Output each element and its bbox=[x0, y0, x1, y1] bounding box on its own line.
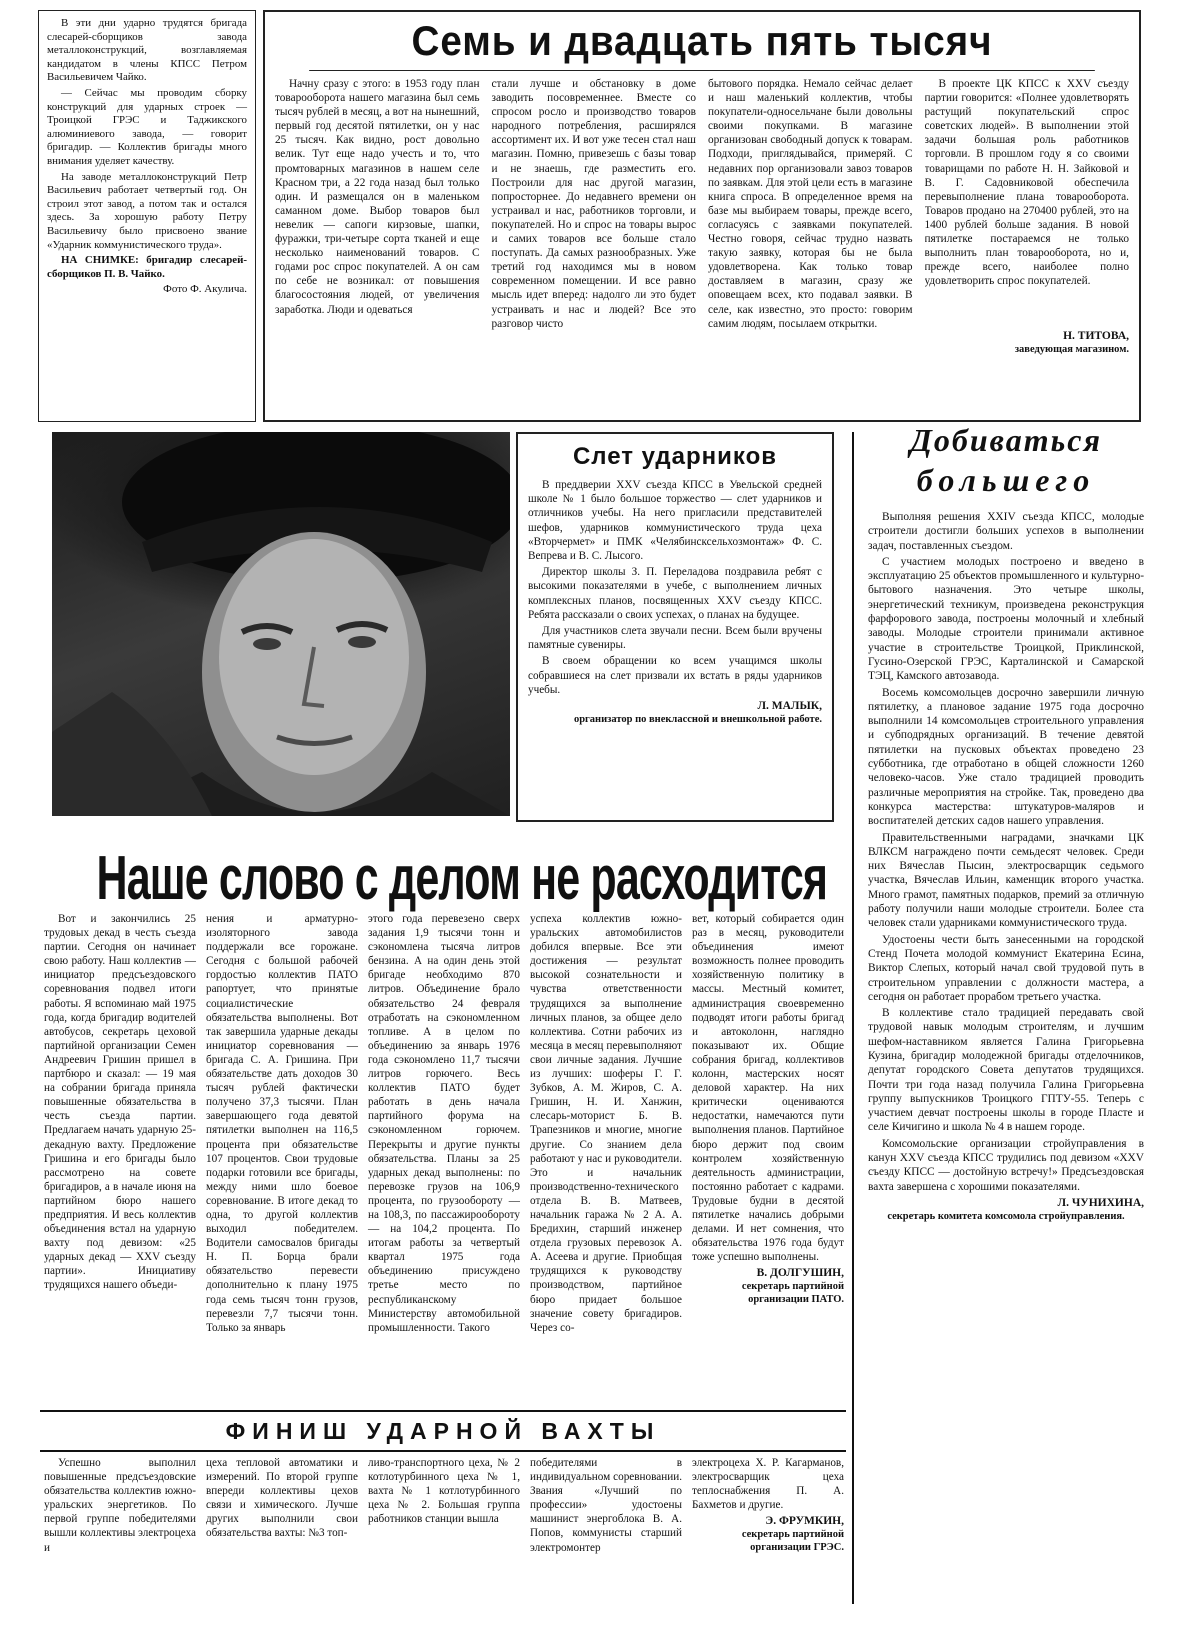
photo-caption-box bbox=[38, 10, 256, 422]
article-sem-text: Начну сразу с этого: в 1953 году план товарооборота нашего магазина был семь тысяч рублей в месяц, а вот на нынешний, первый год десятой пятилетки, он у нас 25 тысяч. Как видно, рост довольно велик. Тут еще надо учесть и то, что промтоварных магазинов в нашем селе Красном три, а 22 года назад был только один. И размещался он в маленьком саманном доме. Выбор товаров был невелик — сапоги кирзовые, шапки, фуражки, три-четыре сорта тканей и еще несколько наименований товаров. С годами рос спрос покупателей. А он сам по себе не возникал: от повышения благосостояния людей, от увеличения заработка. Люди и одеваться bbox=[275, 78, 480, 316]
article-dobivatsya-signature: Л. ЧУНИХИНА, bbox=[1057, 1196, 1144, 1209]
article-finish-signature: Э. ФРУМКИН, bbox=[765, 1515, 844, 1528]
article-slet-body bbox=[528, 478, 822, 697]
article-finish-text: цеха тепловой автоматики и измерений. По второй группе впереди коллективы цехов связи и химического. Лучше других выполнили свои обязательства вахты: №3 топ- bbox=[206, 1457, 358, 1540]
article-sem-signature-role: заведующая магазином. bbox=[1014, 344, 1129, 355]
article-finish-text: ливо-транспортного цеха, № 2 котлотурбинного цеха № 1, вахта № 1 котлотурбинного цеха № 2. Большая группа работников станции вышла bbox=[368, 1457, 520, 1526]
article-slet-box bbox=[516, 432, 834, 822]
article-finish-column bbox=[44, 1456, 196, 1632]
article-nashe-columns bbox=[44, 912, 844, 1404]
article-finish-text: электроцеха Х. Р. Кагарманов, электросварщик цеха теплоснабжения П. А. Бахметов и другие. bbox=[692, 1457, 844, 1512]
article-finish-column bbox=[206, 1456, 358, 1632]
article-dobivatsya-paragraph: Удостоены чести быть занесенными на городской Стенд Почета молодой коммунист Екатерина Есина, Виктор Слепых, который начал свой трудовой путь в строительном управлении с должности мастера, а сегодня он работает прорабом третьего участка. bbox=[868, 933, 1144, 1003]
article-sem-text: стали лучше и обстановку в доме заводить посовременнее. Вместе со спросом росло и производство товаров народного потребления, расширялся ассортимент их. И вот уже тесен стал наш магазин. Помню, привезешь с базы товар и не знаешь, где разместить его. Построили для нас другой магазин, попросторнее. До недавнего времени он устраивал и нас, работников торговли, и покупателей. Но и спрос на товары вырос и самих товаров все больше стало поступать. Да самых разнообразных. Уже третий год находимся мы в новом современном помещении. И все равно мысль идет вперед: надолго ли это будет устраивать и нас и людей? Все это разговор чисто bbox=[491, 78, 696, 330]
article-sem-column bbox=[708, 77, 913, 399]
column-divider bbox=[852, 432, 854, 1604]
article-sem-columns bbox=[275, 77, 1129, 399]
article-nashe-column bbox=[530, 912, 682, 1404]
article-nashe-text: вет, который собирается один раз в месяц, руководители объединения имеют возможность полнее проводить хозяйственную политику в массы. Местный комитет, администрация своевременно подводят итоги работы бригад и автоколонн, наглядно показывают их. Общие собрания бригад, коллективов колонн, мастерских носят деловой характер. На них критически оцениваются недостатки, намечаются пути выполнения планов. Партийное бюро держит под своим контролем хозяйственную деятельность администрации, постоянно работает с кадрами. Трудовые будни в десятой пятилетке начались добрыми делами. И нет сомнения, что обязательства 1976 года будут тоже успешно выполнены. bbox=[692, 913, 844, 1264]
portrait-photo bbox=[52, 432, 510, 816]
article-nashe-text: Вот и закончились 25 трудовых декад в честь съезда партии. Сегодня он начинает свою работу. Наш коллектив — инициатор предсъездовского соревнования подвел итоги работы. Я вспоминаю май 1975 года, когда бригадир водителей автобусов, секретарь цеховой партийной организации Семен Андреевич Гришин пришел в партбюро и сказал: — 19 мая на собрании бригада приняла повышенные обязательства в честь съезда партии. Предлагаем начать ударную 25-декадную вахту. Предложение Гришина и его бригады было рассмотрено на совете бригадиров, а в начале июня на партийном бюро нашего предприятия. И весь коллектив объединения встал на ударную вахту под девизом: «25 ударных декад — XXV съезду партии». Инициативу трудящихся нашего объеди- bbox=[44, 913, 196, 1292]
article-finish-headline: ФИНИШ УДАРНОЙ ВАХТЫ bbox=[225, 1418, 661, 1444]
article-slet-signature-role: организатор по внеклассной и внешкольной работе. bbox=[573, 714, 822, 726]
article-dobivatsya-paragraph: Правительственными наградами, значками ЦК ВЛКСМ награждено почти семьдесят человек. Среди них Вячеслав Пысин, электросварщик седьмого участка, Вячеслав Ильин, каменщик второго участка. Много грамот, памятных подарков, премий за отличную работу получили наши молодые строители. Более ста человек стали ударниками коммунистического труда. bbox=[868, 831, 1144, 930]
article-dobivatsya-headline-2: большего bbox=[916, 462, 1096, 498]
article-sem-box bbox=[263, 10, 1141, 422]
article-dobivatsya-paragraph: Комсомольские организации стройуправления в канун XXV съезда КПСС трудились под девизом «XXV съезду КПСС — достойную встречу!» Предсъездовская вахта завершена с хорошими показателями. bbox=[868, 1137, 1144, 1193]
article-slet-paragraph: Директор школы З. П. Переладова поздравила ребят с высокими показателями в учебе, с выполнением личных комплексных планов, посвященных XXV съезду КПСС. Ребята рассказали о своих успехах, о планах на будущее. bbox=[528, 566, 822, 621]
article-nashe-signature: В. ДОЛГУШИН, bbox=[756, 1267, 844, 1280]
article-finish-column bbox=[530, 1456, 682, 1632]
article-finish-column bbox=[692, 1456, 844, 1632]
article-slet-headline: Слет ударников bbox=[572, 443, 778, 470]
article-nashe-text: этого года перевезено сверх задания 1,9 тысячи тонн и сэкономлена тысяча литров бензина. А на один день этой бригаде необходимо 870 литров. Объединение брало обязательство 24 февраля отработать на сэкономленном топливе. А в целом по объединению за январь 1976 года сэкономлено 11,7 тысячи литров горючего. Весь коллектив ПАТО будет работать в день начала партийного форума на сэкономленном горючем. Перекрыты и другие пункты обязательства. Планы за 25 ударных декад выполнены: по перевозке грузов на 106,9 процента, по грузообороту — на 108,3, по пассажирообороту — на 104,2 процента. По итогам работы за четвертый квартал 1975 года объединению присуждено третье место по республиканскому Министерству автомобильной промышленности. Такого bbox=[368, 913, 520, 1334]
article-finish-signature-role: секретарь партийной организации ГРЭС. bbox=[741, 1529, 844, 1554]
article-dobivatsya-paragraph: Восемь комсомольцев досрочно завершили личную пятилетку, а плановое задание 1975 года досрочно выполнили 14 комсомольцев строительного управления и субподрядных организаций. В течение девятой пятилетки на пусковых объектах проведено 23 субботника, где отработано в общей сложности 1260 человеко-часов. Уже стало традицией проводить различные мероприятия на стройке. Так, проведено два конкурса мастерства: штукатуров-маляров и воспитателей детских садов нашего управления. bbox=[868, 686, 1144, 828]
article-sem-column bbox=[492, 77, 697, 399]
section-divider bbox=[40, 1410, 846, 1412]
article-finish-columns bbox=[44, 1456, 844, 1632]
caption-paragraph: НА СНИМКЕ: бригадир слесарей-сборщиков П. В. Чайко. bbox=[47, 254, 247, 280]
article-nashe-column bbox=[692, 912, 844, 1404]
article-sem-text: В проекте ЦК КПСС к XXV съезду партии говорится: «Полнее удовлетворять растущий покупательский спрос советских людей». В выполнении этой задачи большая роль работников торговли. В прошлом году я со своими товарищами по работе Н. Н. Зайковой и В. Г. Садовниковой обеспечила перевыполнение плана товарооборота. Товаров продано на 270400 рублей, это на 1400 рублей больше задания. В новой пятилетке постараемся не только выполнить план товарооборота, но и, прежде всего, наиболее полно удовлетворить спрос покупателей. bbox=[924, 78, 1129, 288]
section-divider bbox=[40, 1450, 846, 1452]
article-nashe-text: нения и арматурно-изоляторного завода поддержали все горожане. Сегодня с большой рабочей гордостью коллектив ПАТО рапортует, что принятые социалистические обязательства выполнены. Вот так завершила ударные декады инициатор соревнования — бригада С. А. Гришина. При обязательстве дать доходов 30 тысяч рублей фактически получено 37,3 тысячи. План завершающего года девятой пятилетки выполнен на 116,5 процента при обязательстве 107 процентов. Свои трудовые подарки готовили все бригады, между ними шло боевое соревнование. В итоге декад то одна, то другой коллектив выходил победителем. Водители самосвалов бригады Н. П. Борца брали обязательство перевести дополнительно к плану 1975 года семь тысяч тонн грузов, перевезли 7,7 тысячи тонн. Только за январь bbox=[206, 913, 358, 1334]
article-dobivatsya-body bbox=[868, 510, 1144, 1194]
article-sem-signature: Н. ТИТОВА, bbox=[1063, 330, 1129, 342]
article-nashe-column bbox=[206, 912, 358, 1404]
article-dobivatsya-paragraph: Выполняя решения XXIV съезда КПСС, молодые строители достигли больших успехов в выполнении задач, поставленных съездом. bbox=[868, 511, 1144, 552]
article-dobivatsya-paragraph: С участием молодых построено и введено в эксплуатацию 25 объектов промышленного и культурно-бытового назначения. Это четыре школы, энергетический техникум, произведена реконструкция фарфорового завода, построены молочный и хлебный заводы. Молодые строители принимали активное участие в строительстве Троицкой, Приклинской, Гусино-Озерской ГРЭС, Карталинской и Самарской ТЭЦ, Камского автозавода. bbox=[868, 555, 1144, 683]
caption-paragraph: На заводе металлоконструкций Петр Васильевич работает четвертый год. Он строил этот завод, а потом так и остался здесь. За хорошую работу Петру Васильевичу было присвоено звание «Ударник коммунистического труда». bbox=[47, 170, 247, 251]
article-nashe-column bbox=[44, 912, 196, 1404]
article-finish-column bbox=[368, 1456, 520, 1632]
article-nashe-column bbox=[368, 912, 520, 1404]
photo-credit: Фото Ф. Акулича. bbox=[163, 283, 247, 296]
article-dobivatsya-headline-1: Добиваться bbox=[910, 422, 1102, 458]
article-dobivatsya bbox=[868, 420, 1144, 1632]
article-nashe-text: успеха коллектив южно-уральских автомобилистов добился впервые. Все эти достижения — результат высокой сознательности и чувства ответственности трудящихся за выполнение личных планов, за общее дело коллектива. Сотни рабочих из месяца в месяц перевыполняют свои личные задания. Лучшие из лучших: шоферы Г. Г. Зубков, А. М. Жиров, С. А. Гришин, Н. И. Ханжин, слесарь-моторист Б. В. Трапезников и многие, многие другие. Со знанием дела работают у нас и руководители. Это и начальник производственно-технического отдела В. В. Матвеев, начальник гаража № 2 А. А. Бредихин, старший инженер отдела грузовых перевозок А. А. Асеева и другие. Приобщая трудящихся к руководству производством, партийное бюро придает большое значение совету бригадиров. Через со- bbox=[530, 913, 682, 1334]
article-slet-paragraph: В преддверии XXV съезда КПСС в Увельской средней школе № 1 было большое торжество — слет ударников и отличников учебы. На него пригласили представителей шефов, ударников коммунистического труда цеха «Вторчермет» и ПМК «Челябинсксельхозмонтаж» Ф. С. Вепрева и В. С. Лысого. bbox=[528, 479, 822, 563]
article-nashe-headline: Наше слово с делом не расходится bbox=[96, 842, 828, 913]
article-slet-paragraph: Для участников слета звучали песни. Всем были вручены памятные сувениры. bbox=[528, 625, 822, 652]
article-finish-text: Успешно выполнил повышенные предсъездовские обязательства коллектив южно-уральских энергетиков. По первой группе победителями вышли коллективы электроцеха и bbox=[44, 1457, 196, 1554]
photo-caption-text bbox=[47, 17, 247, 281]
portrait-illustration bbox=[52, 432, 510, 816]
article-slet-signature: Л. МАЛЫК, bbox=[757, 700, 822, 713]
article-nashe-signature-role: секретарь партийной организации ПАТО. bbox=[741, 1281, 844, 1306]
article-finish-text: победителями в индивидуальном соревновании. Звания «Лучший по профессии» удостоены машинист энергоблока В. А. Попов, коммунисты старший электромонтер bbox=[530, 1457, 682, 1554]
article-dobivatsya-paragraph: В коллективе стало традицией передавать свой трудовой навык молодым строителям, и лучшим шефом-наставником является Галина Григорьевна Кузина, бригадир молодежной бригады отделочников, депутат городского Совета депутатов трудящихся. Почти три года назад получила Галина Григорьевна группу выпускников Троицкого ГПТУ-55. Теперь с участием девчат построены школы в городе Пласте и селе Кичигино и школа № 4 в нашем городе. bbox=[868, 1007, 1144, 1134]
article-sem-column bbox=[925, 77, 1130, 399]
article-sem-column bbox=[275, 77, 480, 399]
article-sem-headline: Семь и двадцать пять тысяч bbox=[309, 16, 1095, 71]
article-dobivatsya-signature-role: секретарь комитета комсомола стройуправления. bbox=[887, 1210, 1125, 1222]
caption-paragraph: — Сейчас мы проводим сборку конструкций для ударных строек — Троицкой ГРЭС и Таджикского алюминиевого завода, — говорит бригадир. — Коллектив бригады много внимания уделяет качеству. bbox=[47, 86, 247, 167]
article-sem-text: бытового порядка. Немало сейчас делает и наш маленький коллектив, чтобы покупатели-односельчане были довольны своими покупками. В магазине организован свободный допуск к товарам. Подходи, приглядывайся, примеряй. С недавних пор организовали завоз товаров по заявкам. Для этой цели есть в магазине книга спроса. В определенное время на базе мы выбираем товары, прежде всего, согласуясь с заявками покупателей. Честно говоря, сейчас трудно назвать такую заявку, которая бы не была удовлетворена. Как только товар доставляем в магазин, сразу же оповещаем всех, кто подавал заявки. В селе, как известно, это просто: говорим самим людям, посылаем открытки. bbox=[708, 78, 913, 330]
article-slet-paragraph: В своем обращении ко всем учащимся школы собравшиеся на слет призвали их встать в ряды ударников учебы. bbox=[528, 655, 822, 696]
caption-paragraph: В эти дни ударно трудятся бригада слесарей-сборщиков завода металлоконструкций, возглавляемая кандидатом в члены КПСС Петром Васильевичем Чайко. bbox=[47, 17, 247, 84]
